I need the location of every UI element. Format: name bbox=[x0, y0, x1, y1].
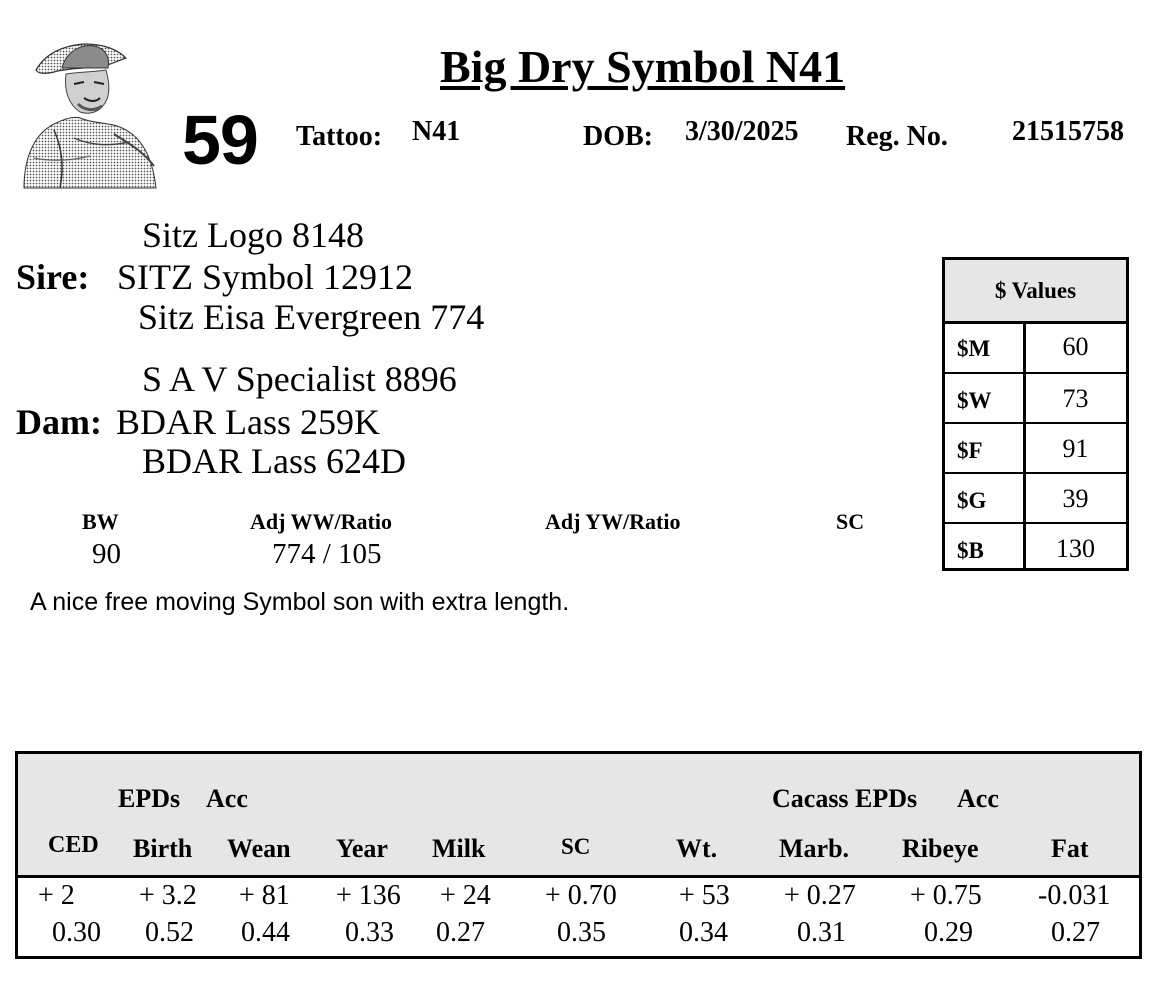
lot-number: 59 bbox=[182, 101, 258, 179]
dollar-value: 73 bbox=[1062, 384, 1089, 413]
dollar-label: $F bbox=[957, 438, 983, 463]
dollar-value: 60 bbox=[1062, 332, 1089, 361]
dollar-value: 130 bbox=[1056, 534, 1095, 563]
comment: A nice free moving Symbol son with extra length. bbox=[30, 588, 570, 616]
sire-sire: Sitz Logo 8148 bbox=[142, 215, 364, 255]
epd-wean: + 81 bbox=[239, 880, 290, 911]
epd-milk: + 24 bbox=[440, 880, 491, 911]
epd-year: + 136 bbox=[336, 880, 401, 911]
epd-ribeye: + 0.75 bbox=[910, 880, 982, 911]
reg-label: Reg. No. bbox=[846, 121, 948, 152]
page-title: Big Dry Symbol N41 bbox=[440, 41, 846, 92]
col-marb: Marb. bbox=[779, 834, 850, 863]
dollar-label: $W bbox=[957, 388, 992, 413]
col-sc: SC bbox=[561, 834, 591, 859]
table-row bbox=[945, 372, 1126, 422]
dollar-values-table bbox=[942, 257, 1129, 571]
bw-value: 90 bbox=[92, 538, 121, 570]
dob-value: 3/30/2025 bbox=[685, 116, 799, 147]
dam-sire: S A V Specialist 8896 bbox=[142, 359, 457, 399]
epd-birth: + 3.2 bbox=[139, 880, 197, 911]
col-ribeye: Ribeye bbox=[902, 834, 979, 863]
epd-table-header bbox=[18, 754, 1139, 878]
epd-wt: + 53 bbox=[679, 880, 730, 911]
ww-value: 774 / 105 bbox=[272, 538, 382, 570]
acc-wean: 0.44 bbox=[241, 917, 290, 948]
epd-ced: + 2 bbox=[38, 880, 75, 911]
dollar-label: $G bbox=[957, 488, 987, 513]
dam-label: Dam: bbox=[16, 402, 102, 442]
carcass-acc-label: Acc bbox=[957, 784, 999, 813]
sire-dam: Sitz Eisa Evergreen 774 bbox=[138, 297, 485, 337]
epd-marb: + 0.27 bbox=[784, 880, 856, 911]
epd-table bbox=[15, 751, 1142, 959]
dollar-value: 91 bbox=[1062, 434, 1089, 463]
acc-milk: 0.27 bbox=[436, 917, 485, 948]
dam-dam: BDAR Lass 624D bbox=[142, 441, 407, 481]
table-row bbox=[945, 322, 1126, 372]
col-fat: Fat bbox=[1051, 834, 1089, 863]
col-year: Year bbox=[336, 834, 388, 863]
acc-marb: 0.31 bbox=[797, 917, 846, 948]
table-row bbox=[945, 422, 1126, 472]
epds-acc-label: Acc bbox=[206, 784, 248, 813]
dollar-value: 39 bbox=[1062, 484, 1089, 513]
epd-fat: -0.031 bbox=[1038, 880, 1111, 911]
sire-name: SITZ Symbol 12912 bbox=[117, 257, 414, 297]
col-milk: Milk bbox=[432, 834, 486, 863]
reg-number: 21515758 bbox=[1012, 116, 1124, 147]
col-wean: Wean bbox=[227, 834, 291, 863]
tattoo-label: Tattoo: bbox=[296, 121, 383, 152]
dob-label: DOB: bbox=[583, 121, 653, 152]
tattoo-value: N41 bbox=[412, 116, 461, 147]
dollar-label: $M bbox=[957, 336, 991, 361]
table-row bbox=[945, 522, 1126, 571]
sc-label: SC bbox=[836, 509, 865, 534]
dam-name: BDAR Lass 259K bbox=[116, 402, 381, 442]
cowboy-portrait-icon bbox=[14, 38, 160, 190]
acc-year: 0.33 bbox=[345, 917, 394, 948]
sire-label: Sire: bbox=[16, 257, 90, 297]
col-ced: CED bbox=[48, 832, 99, 858]
dollar-label: $B bbox=[957, 538, 984, 563]
ww-label: Adj WW/Ratio bbox=[250, 509, 392, 534]
col-wt: Wt. bbox=[676, 834, 718, 863]
acc-birth: 0.52 bbox=[145, 917, 194, 948]
acc-sc: 0.35 bbox=[557, 917, 606, 948]
acc-wt: 0.34 bbox=[679, 917, 728, 948]
table-row bbox=[945, 472, 1126, 522]
epds-group-label: EPDs bbox=[118, 784, 181, 813]
bw-label: BW bbox=[82, 509, 119, 534]
acc-ced: 0.30 bbox=[52, 917, 101, 948]
col-birth: Birth bbox=[133, 834, 193, 863]
carcass-epds-label: Cacass EPDs bbox=[772, 784, 918, 813]
dollar-values-title: $ Values bbox=[945, 260, 1126, 324]
epd-sc: + 0.70 bbox=[545, 880, 617, 911]
acc-ribeye: 0.29 bbox=[924, 917, 973, 948]
acc-fat: 0.27 bbox=[1051, 917, 1100, 948]
yw-label: Adj YW/Ratio bbox=[545, 509, 681, 534]
